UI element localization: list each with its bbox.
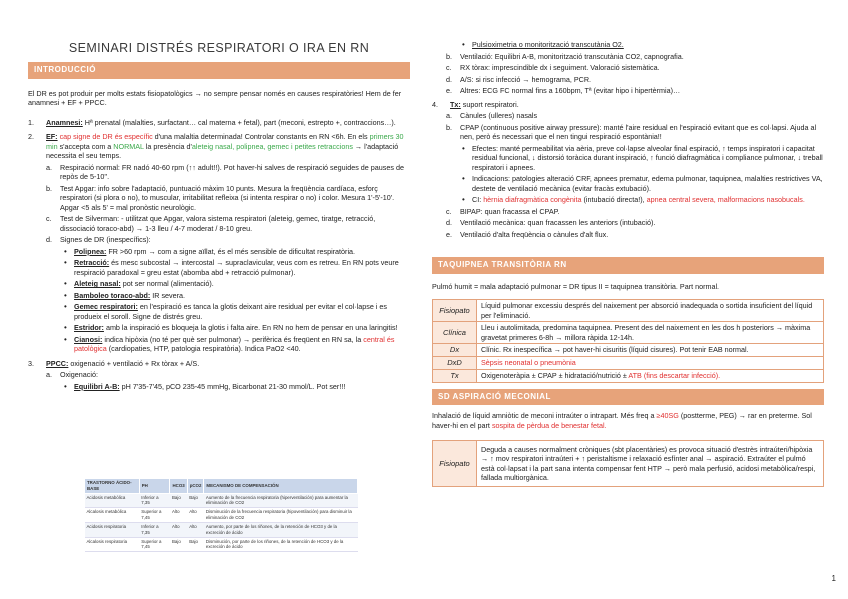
section-header-ttn: TAQUIPNEA TRANSITÒRIA RN <box>432 257 824 274</box>
sublist-item-cpap: b. CPAP (continuous positive airway pressure): manté l'aire residual en l'espiració evitant que es col·lapsi. Ajuda al nen, però és necessari que el nen tingui respiració espontània!! <box>446 122 817 141</box>
table-row: Clínica Lleu i autolimitada, predomina taquipnea. Present des del naixement en les dos h posteriors → màxima gravetat primeres 6-8h → millora ràpida 12-14h. <box>433 322 824 344</box>
bullet-item: • CI: hèrnia diafragmàtica congènita (intubació directa!), apnea central severa, malformacions nasobucals. <box>462 195 805 204</box>
sublist-item: b. Ventilació: Equilibri A-B, monitorització transcutània CO2, capnografia. <box>446 51 684 61</box>
bullet-item: • Cianosi: indica hipòxia (no té per què ser pulmonar) → perifèrica és freqüent en RN sa, la central és patològica (cardiopaties, HTP, patologia respiratòria). Indica PaO2 <40. <box>64 334 395 354</box>
sublist-item-silverman: c. Test de Silverman: - utilitzat que Apgar, valora sistema respiratori (aleteig, gemec, tiratge, retracció, dissociació toraco-abd) → 1-3 lleu / 4-7 moderat / 8-10 greu. <box>46 214 376 233</box>
ttn-paragraph: Pulmó humit = mala adaptació pulmonar = DR tipus II = taquipnea transitòria. Part normal. <box>432 281 720 291</box>
bullet-item: • Efectes: manté permeabilitat via aèria, preve col·lapse alveolar final espiració, ↑ temps inspiratori i capacitat residual funcional, ↓ distorsió toràcica durant inspiració, ↑ funció diafragmàtica i compliance pulmonar, ↓ treball respiratori i apnees. <box>462 143 823 172</box>
sublist-item: e. Ventilació d'alta freqüència o cànules d'alt flux. <box>446 229 609 239</box>
sublist-item-respiracio: a. Respiració normal: FR nadó 40-60 rpm (↑↑ adult!!). Pot haver-hi salves de respiració seguides de pauses de repòs de 5-10''. <box>46 162 404 182</box>
table-row: Acidosis metabólica Inferior a 7,35 Bajo Bajo Aumento de la frecuencia respiratoria (hiperventilación) para aumentar la eliminación de CO2 <box>85 493 358 508</box>
sublist-item: a. Cànules (ulleres) nasals <box>446 111 538 120</box>
bullet-item: • Pulsioximetria o monitorització transcutània O2. <box>462 40 624 49</box>
bullet-item: • Polipnea: FR >60 rpm → com a signe aïllat, és el més sensible de dificultat respiratòria. <box>64 246 356 256</box>
table-header-row: TRASTORNO ÁCIDO-BASE PH HCO3 pCO2 MECANISMO DE COMPENSACIÓN <box>85 479 358 494</box>
table-row: Alcalosis respiratoria Superior a 7,45 Bajo Bajo Disminución, por parte de los riñones, de la retención de HCO3 y de la excreción de ácido <box>85 537 358 552</box>
bullet-item: • Estridor: amb la inspiració es bloqueja la glotis i falta aire. En RN no hem de pensar en una laringitis! <box>64 323 398 333</box>
table-row: Acidosis respiratoria Inferior a 7,35 Alto Alto Aumento, por parte de los riñones, de la retención de HCO3 y de la excreción de ácido <box>85 522 358 537</box>
bullet-item: • Indicacions: patologies alteració CRF, apnees prematur, edema pulmonar, taquipnea, malalties restrictives VA, destete de ventilació mecànica (evitar fracàs extubació). <box>462 174 823 193</box>
list-item-anamnesi: 1. Anamnesi: Hª prenatal (malalties, surfactant… cal materna + fetal), part (meconi, estrepto +, contraccions…). <box>28 117 396 127</box>
table-row: Dx Clínic. Rx inespecífica → pot haver-hi cisuritis (líquid cisures). Pot tenir EAB normal. <box>433 344 824 357</box>
page-title: SEMINARI DISTRÉS RESPIRATORI O IRA EN RN <box>68 41 370 55</box>
sam-paragraph: Inhalació de líquid amniòtic de meconi intraúter o intrapart. Més freq a ≥40SG (postterme, PEG) → rar en preterme. Sol haver-hi en el part sospita de pèrdua de benestar fetal. <box>432 411 812 430</box>
acid-base-table <box>84 478 358 552</box>
intro-paragraph: El DR es pot produir per molts estats fisiopatològics → no sempre pensar només en causes respiratòries! Hem de fer anamnesi + EF + PPCC. <box>28 88 402 108</box>
sublist-item: d. A/S: si risc infecció → hemograma, PCR. <box>446 74 592 84</box>
sam-table <box>432 440 824 487</box>
table-row: Fisiopato Líquid pulmonar excessiu després del naixement per absorció inadequada o sortida insuficient del líquid per l'eliminació. <box>433 300 824 322</box>
bullet-item: • Gemec respiratori: en l'espiració es tanca la glotis deixant aire residual per evitar el col·lapse i es produeix el soroll. Signe de distrés greu. <box>64 302 387 321</box>
table-row: Alcalosis metabólica Superior a 7,45 Alto Alto Disminución de la frecuencia respiratoria (hipoventilación) para disminuir la eliminación de CO2 <box>85 508 358 523</box>
bullet-item: • Bamboleo toraco-abd: IR severa. <box>64 290 186 300</box>
sublist-item: d. Ventilació mecànica: quan fracassen les anteriors (intubació). <box>446 218 656 227</box>
right-column <box>432 38 824 487</box>
table-row: Fisiopato Deguda a causes normalment cròniques (sbt placentàries) es provoca situació d'estrès intraúteri/hipòxia → ↑ mov respiratori intraúteri + ↑ peristaltisme i relaxació esfínter anal → aspiració. Extraúter el pulmó està col·lapsat i la part sana intenta compensar fent HTP → però mala perfusió, acidosi metabòlica/respi, fallada multiorgànica. <box>433 441 824 487</box>
sublist-item-signes: d. Signes de DR (inespecífics): <box>46 235 151 245</box>
bullet-item: • Retracció: és mesc subcostal → intercostal → supraclavicular, veus com es retreu. En RN pots veure respiració paradoxal = greu estat (abomba abd + retracció pulmonar). <box>64 258 399 277</box>
section-header-intro: INTRODUCCIÓ <box>28 62 410 79</box>
table-row: Tx Oxigenoteràpia ± CPAP ± hidratació/nutrició ± ATB (fins descartar infecció). <box>433 369 824 382</box>
sublist-item: e. Altres: ECG FC normal fins a 160bpm, Tª (evitar hipo i hipertèrmia)… <box>446 86 681 95</box>
left-column <box>28 62 410 391</box>
list-item-ppcc: 3. PPCC: oxigenació + ventilació + Rx tòrax + A/S. <box>28 358 200 368</box>
bullet-item: • Equilibri A-B: pH 7'35-7'45, pCO 235-45 mmHg, Bicarbonat 21-30 mmol/L. Pot ser!!! <box>64 381 346 391</box>
sublist-item: c. RX tòrax: imprescindible dx i seguiment. Valoració sistemàtica. <box>446 63 660 72</box>
table-row: DxD Sèpsis neonatal o pneumònia <box>433 356 824 369</box>
sublist-item-apgar: b. Test Apgar: info sobre l'adaptació, puntuació màxim 10 punts. Mesura la freqüència cardíaca, esforç respiratori (si plora o no), to muscular, irritabilitat refleixa (si intenta respirar o no) i color. Mesura 1'-5'-10'. Apgar <5 als 5' = mal pronòstic neurològic. <box>46 183 395 212</box>
sublist-item-oxigenacio: a. Oxigenació: <box>46 370 98 380</box>
list-item-ef: 2. EF: cap signe de DR és específic d'una malaltia determinada! Controlar constants en RN <6h. En els primers 30 min s'accepta com a NORMAL la presència d'aleteig nasal, polipnea, gemec i petites retraccions → l'adaptació necessita el seu temps. <box>28 132 404 161</box>
page-number: 1 <box>831 574 836 584</box>
bullet-item: • Aleteig nasal: pot ser normal (alimentació). <box>64 279 214 289</box>
sublist-item: c. BIPAP: quan fracassa el CPAP. <box>446 206 560 216</box>
ttn-table <box>432 299 824 383</box>
list-item-tx: 4. Tx: suport respiratori. <box>432 99 519 109</box>
section-header-sam: SD ASPIRACIÓ MECONIAL <box>432 389 824 406</box>
